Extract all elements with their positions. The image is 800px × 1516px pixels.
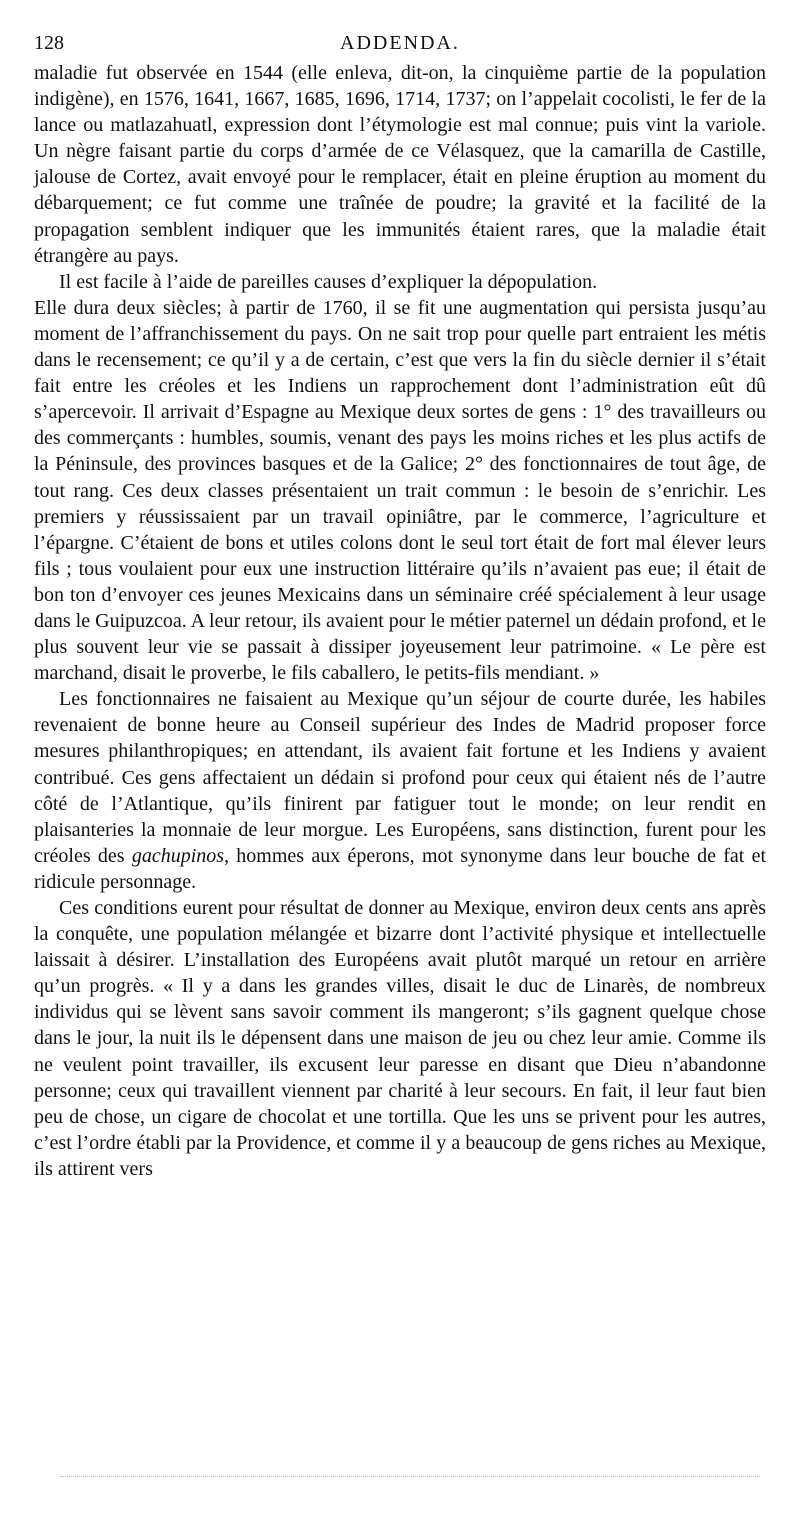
term-gachupinos: gachupinos <box>131 844 225 867</box>
paragraph-continuation: maladie fut observée en 1544 (elle enleva, dit-on, la cinquième partie de la population indigène), en 1576, 1641, 1667, 1685, 1696, 1714, 1737; on l’appelait cocolisti, le fer de la lance ou matlazahuatl, expression dont l’étymologie est mal connue; puis vint la variole. Un nègre faisant partie du corps d’armée de ce Vélasquez, que la camarilla de Castille, jalouse de Cortez, avait envoyé pour le remplacer, était en pleine éruption au moment du débarquement; ce fut comme une traînée de poudre; la gravité et la facilité de la propagation semblent indiquer que les immunités étaient rares, que la maladie était étrangère au pays. <box>34 62 766 267</box>
page-header <box>34 28 766 58</box>
paragraph-depopulation: Il est facile à l’aide de pareilles causes d’expliquer la dépopulation. <box>59 270 598 293</box>
paragraph-functionaries-end: , hommes aux éperons, mot synonyme dans leur bouche de fat et ridicule personnage. <box>34 844 767 893</box>
paragraph-functionaries-text: Les fonctionnaires ne faisaient au Mexique qu’un séjour de courte durée, les habiles revenaient de bonne heure au Conseil supérieur des Indes de Madrid proposer force mesures philanthropiques; en attendant, ils avaient fait fortune et les Indiens y avaient contribué. Ces gens affectaient un dédain si profond pour ceux qui étaient nés de l’autre côté de l’Atlantique, qu’ils finirent par fatiguer tout le monde; on leur rendit en plaisanteries la monnaie de leur morgue. Les Européens, sans distinction, furent pour les créoles des <box>34 688 766 867</box>
paragraph-conditions: Ces conditions eurent pour résultat de donner au Mexique, environ deux cents ans après la conquête, une population mélangée et bizarre dont l’activité physique et intellectuelle laissait à désirer. L’installation des Européens avait plutôt marqué un retour en arrière qu’un progrès. « Il y a dans les grandes villes, disait le duc de Linarès, de nombreux individus qui se lèvent sans savoir comment ils mangeront; s’ils gagnent quelque chose dans le jour, la nuit ils le dépensent dans une maison de jeu ou chez leur amie. Comme ils ne veulent point travailler, ils excusent leur paresse en disant que Dieu n’abandonne personne; ceux qui travaillent viennent par charité à leur secours. En fait, il leur faut bien peu de chose, un cigare de chocolat et une tortilla. Que les uns se privent pour les autres, c’est l’ordre établi par la Providence, et comme il y a beaucoup de gens riches au Mexique, ils attirent vers <box>34 897 766 1180</box>
page-number: 128 <box>34 32 64 54</box>
footer-dotted-line <box>60 1476 760 1481</box>
text-body <box>34 60 766 1182</box>
running-title: ADDENDA. <box>340 32 460 54</box>
paragraph-functionaries <box>34 686 766 895</box>
paragraph-two-centuries: Elle dura deux siècles; à partir de 1760, il se fit une augmentation qui persista jusqu’au moment de l’affranchissement du pays. On ne sait trop pour quelle part entraient les métis dans le recensement; ce qu’il y a de certain, c’est que vers la fin du siècle dernier il s’était fait entre les créoles et les Indiens un rapprochement dont l’administration eût dû s’apercevoir. Il arrivait d’Espagne au Mexique deux sortes de gens : 1° des travailleurs ou des commerçants : humbles, soumis, venant des pays les moins riches et les plus actifs de la Péninsule, des provinces basques et de la Galice; 2° des fonctionnaires de tout âge, de tout rang. Ces deux classes présentaient un trait commun : le besoin de s’enrichir. Les premiers y réussissaient par un travail opiniâtre, par le commerce, l’agriculture et l’épargne. C’étaient de bons et utiles colons dont le seul tort était de fort mal élever leurs fils ; tous voulaient pour eux une instruction littéraire qu’ils n’avaient pas eue; il était de bon ton d’envoyer ces jeunes Mexicains dans un séminaire créé spécialement à leur usage dans le Guipuzcoa. A leur retour, ils avaient pour le métier paternel un dédain profond, et le plus souvent leur vie se passait à dissiper joyeusement leur patrimoine. « Le père est marchand, disait le proverbe, le fils caballero, le petits-fils mendiant. » <box>34 296 766 685</box>
